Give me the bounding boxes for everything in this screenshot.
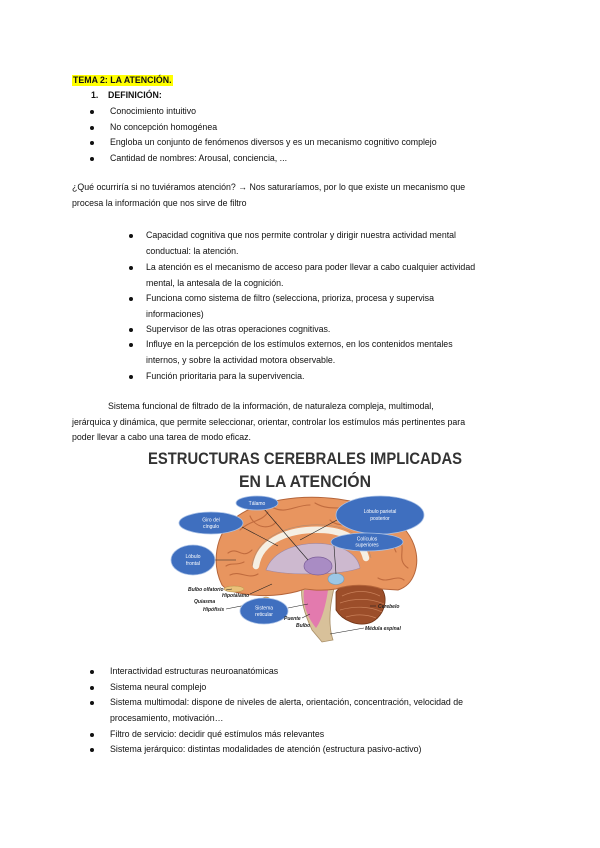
list-item xyxy=(146,291,434,322)
paragraph-line: ¿Qué ocurriría si no tuviéramos atención? → Nos saturaríamos, por lo que existe un mecanismo que xyxy=(72,182,466,193)
callout-thalamus xyxy=(236,496,278,510)
callout-label: reticular xyxy=(255,612,273,618)
list-item-line: Sistema neural complejo xyxy=(110,682,207,693)
bullet-icon xyxy=(129,343,133,347)
section-number: 1. xyxy=(91,90,99,101)
label-spinal-cord: Médula espinal xyxy=(365,626,401,632)
paragraph-line: jerárquica y dinámica, que permite seleccionar, orientar, controlar los estímulos más pertinentes para xyxy=(72,416,466,427)
olfactory-bulb xyxy=(224,586,244,592)
paragraph-line: procesa la información que nos sirve de filtro xyxy=(72,197,247,208)
bullet-icon xyxy=(129,375,133,379)
bullet-icon xyxy=(90,686,94,690)
list-item: Engloba un conjunto de fenómenos diversos y es un mecanismo cognitivo complejo xyxy=(110,137,437,148)
callout-label: Sistema xyxy=(254,605,274,612)
list-item-line: Supervisor de las otras operaciones cognitivas. xyxy=(146,324,331,335)
callout-frontal xyxy=(171,545,215,575)
list-item xyxy=(110,727,324,743)
list-item-line: Filtro de servicio: decidir qué estímulos más relevantes xyxy=(110,729,325,740)
section-heading: DEFINICIÓN: xyxy=(108,90,162,101)
list-item xyxy=(110,695,463,726)
list-item-line: Sistema jerárquico: distintas modalidades de atención (estructura pasivo-activo) xyxy=(110,744,422,755)
question-paragraph xyxy=(72,180,465,211)
callout-label: Giro del xyxy=(202,517,220,524)
callout-reticular xyxy=(240,598,288,624)
bullet-icon xyxy=(90,126,94,130)
callout-label: Lóbulo xyxy=(185,554,201,560)
callout-label: posterior xyxy=(370,516,390,522)
list-item xyxy=(146,369,304,385)
callout-label: Colículos xyxy=(356,536,378,543)
list-item-line: Influye en la percepción de los estímulos externos, en los contenidos mentales xyxy=(146,339,453,350)
list-item-line: mental, la antesala de la cognición. xyxy=(146,277,284,288)
bullet-icon xyxy=(129,328,133,332)
label-chiasm: Quiasma xyxy=(194,599,216,605)
paragraph-line: Sistema funcional de filtrado de la información, de naturaleza compleja, multimodal, xyxy=(108,401,434,412)
colliculi xyxy=(328,574,344,585)
brain-figure xyxy=(0,440,600,650)
bullet-icon xyxy=(90,670,94,674)
list-item-line: conductual: la atención. xyxy=(146,245,239,256)
list-item-line: Función prioritaria para la supervivencia. xyxy=(146,371,305,382)
list-item-line: informaciones) xyxy=(146,308,204,319)
list-item xyxy=(110,680,206,696)
bullet-icon xyxy=(129,297,133,301)
figure-title-line: ESTRUCTURAS CEREBRALES IMPLICADAS xyxy=(148,450,462,468)
callout-colliculi xyxy=(331,533,403,551)
list-item xyxy=(146,337,453,368)
bullet-icon xyxy=(90,733,94,737)
list-item xyxy=(146,228,456,259)
list-item-line: Interactividad estructuras neuroanatómicas xyxy=(110,666,279,677)
figure-title-line: EN LA ATENCIÓN xyxy=(239,473,377,491)
list-item-line: internos, y sobre la actividad motora observable. xyxy=(146,354,336,365)
list-item-line: Funciona como sistema de filtro (selecciona, prioriza, procesa y supervisa xyxy=(146,293,434,304)
list-item: No concepción homogénea xyxy=(110,122,218,133)
callout-label: frontal xyxy=(186,561,200,567)
list-item xyxy=(110,664,278,680)
list-item-line: Capacidad cognitiva que nos permite controlar y dirigir nuestra actividad mental xyxy=(146,230,457,241)
list-item xyxy=(146,260,475,291)
list-item-line: La atención es el mecanismo de acceso para poder llevar a cabo cualquier actividad xyxy=(146,262,476,273)
label-cerebellum: Cerebelo xyxy=(378,604,400,610)
paragraph-line: poder llevar a cabo una tarea de modo eficaz. xyxy=(72,432,251,443)
bullet-icon xyxy=(90,701,94,705)
definition-paragraph xyxy=(72,399,465,446)
label-pituitary: Hipófisis xyxy=(203,607,225,613)
bullet-icon xyxy=(90,157,94,161)
callout-label: superiores xyxy=(355,542,379,549)
bullet-icon xyxy=(129,266,133,270)
page-title: TEMA 2: LA ATENCIÓN. xyxy=(73,74,172,85)
label-olfactory-bulb: Bulbo olfatorio xyxy=(188,587,224,593)
list-item: Conocimiento intuitivo xyxy=(110,106,197,117)
label-hypothalamus: Hipotálamo xyxy=(222,593,250,599)
bullet-icon xyxy=(90,141,94,145)
bullet-icon xyxy=(129,234,133,238)
callout-cingulate xyxy=(179,512,243,534)
callout-parietal xyxy=(336,496,424,534)
list-item: Cantidad de nombres: Arousal, conciencia, ... xyxy=(110,153,288,164)
callout-label: Lóbulo parietal xyxy=(363,509,397,515)
label-pons: Puente xyxy=(284,616,301,622)
callout-label: Tálamo xyxy=(248,501,266,507)
list-item xyxy=(146,322,330,338)
list-item-line: procesamiento, motivación… xyxy=(110,712,224,723)
list-item xyxy=(110,742,421,758)
callout-label: cíngulo xyxy=(202,524,220,530)
label-medulla: Bulbo xyxy=(296,623,311,629)
bullet-icon xyxy=(90,110,94,114)
bullet-icon xyxy=(90,748,94,752)
thalamus xyxy=(304,557,332,575)
list-item-line: Sistema multimodal: dispone de niveles de alerta, orientación, concentración, velocidad de xyxy=(110,697,464,708)
